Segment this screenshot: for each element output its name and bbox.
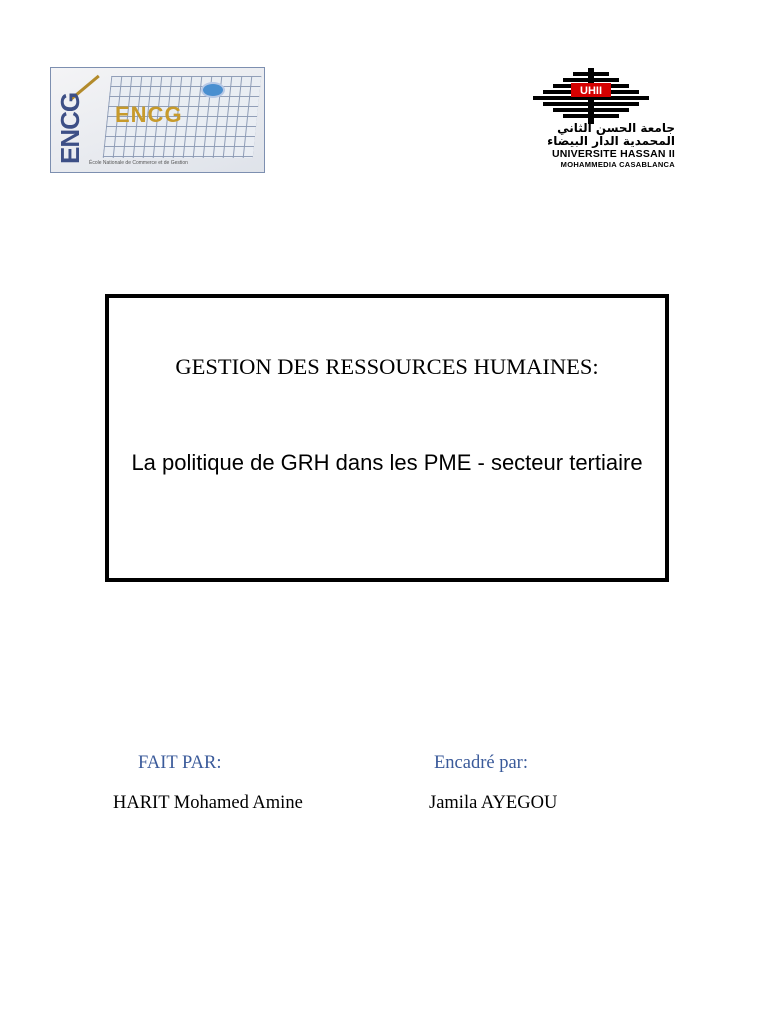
uh2-arabic-name [505,122,675,148]
document-subtitle: La politique de GRH dans les PME - secteur tertiaire [131,450,643,475]
encg-logo-mark: ENCG [115,102,183,127]
title-box [105,294,669,582]
eye-icon [201,82,225,98]
uh2-logo [505,68,677,168]
document-title: GESTION DES RESSOURCES HUMAINES: [175,354,599,379]
encg-logo-caption: École Nationale de Commerce et de Gestion [89,160,188,166]
uh2-city: MOHAMMEDIA CASABLANCA [560,160,675,169]
uh2-latin-name: UNIVERSITE HASSAN II [551,148,675,160]
supervisor-name: Jamila AYEGOU [429,793,558,813]
encg-logo-vertical-text: ENCG [55,92,85,164]
uh2-badge: UHII [580,85,602,97]
uh2-emblem-icon [533,68,649,124]
author-name: HARIT Mohamed Amine [113,793,303,813]
supervisor-label: Encadré par: [434,753,528,773]
uh2-arabic-line1: جامعة الحسن الثاني [557,121,675,135]
encg-logo [50,67,265,173]
author-label: FAIT PAR: [138,753,222,773]
uh2-arabic-line2: المحمدية الدار البيضاء [547,134,675,148]
